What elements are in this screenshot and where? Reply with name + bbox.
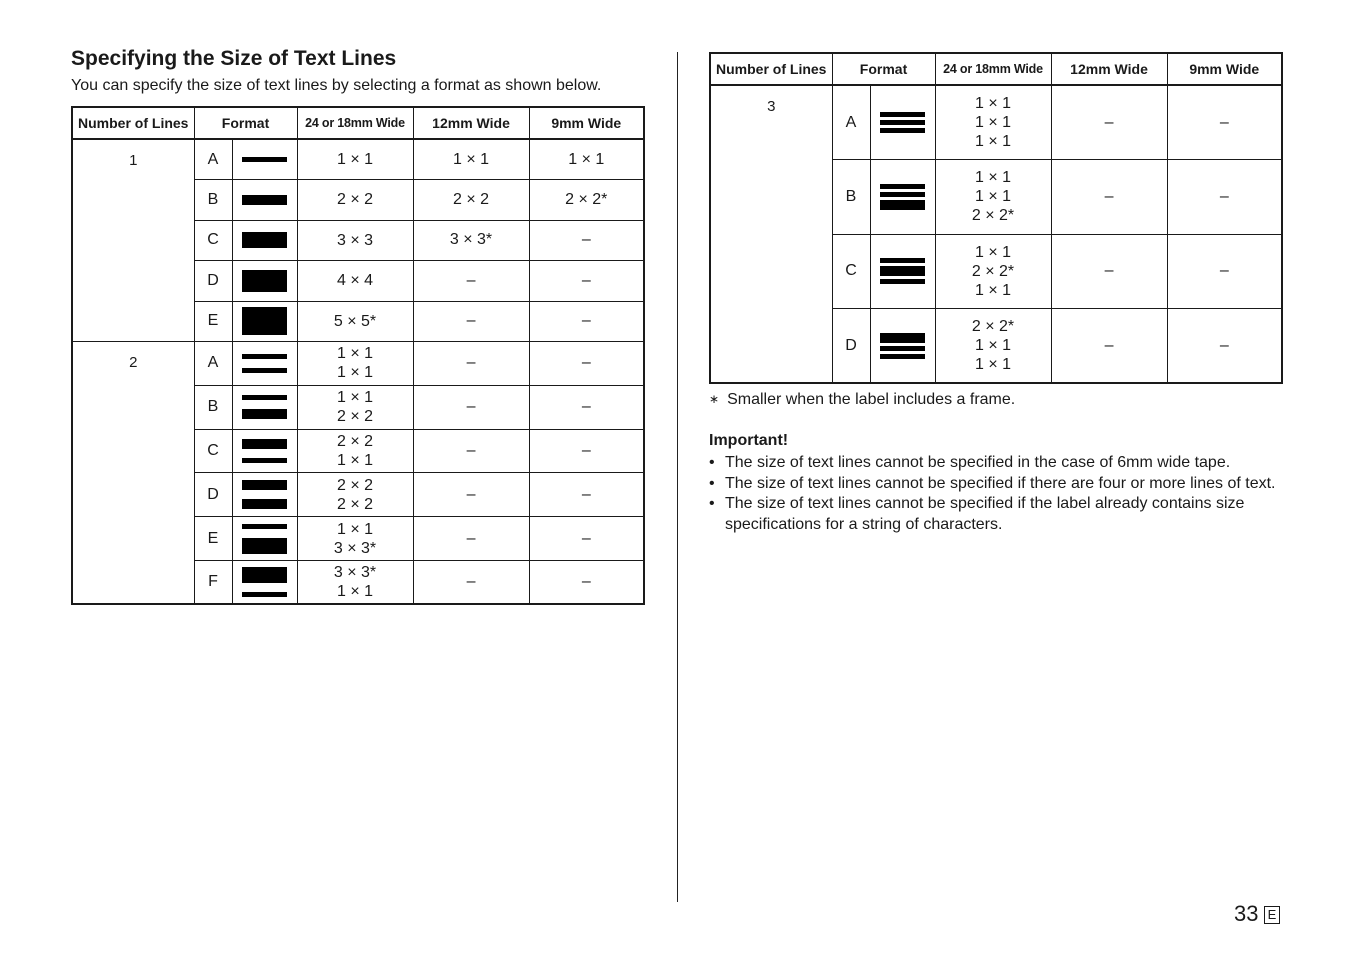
footnote <box>709 391 1015 409</box>
format-sample-bars <box>233 195 297 205</box>
important-item-text: The size of text lines cannot be specified if the label already contains size specifications for a string of characters. <box>725 495 1245 533</box>
size-24-18mm-cell <box>297 139 413 180</box>
header-format: Format <box>832 53 935 85</box>
format-sample-cell <box>232 342 297 386</box>
format-sample-bars <box>233 354 297 373</box>
header-24-18mm-wide: 24 or 18mm Wide <box>935 53 1051 85</box>
size-9mm-cell: – <box>529 301 644 342</box>
format-sample-cell <box>232 139 297 180</box>
format-sample-bar <box>242 195 287 205</box>
format-sample-bar <box>242 567 287 583</box>
format-sample-cell <box>870 309 935 384</box>
format-sample-bar <box>880 266 925 276</box>
format-sample-bar <box>242 458 287 463</box>
size-line: 1 × 1 <box>975 133 1012 150</box>
size-9mm-cell: – <box>1167 234 1282 309</box>
size-9mm-cell: – <box>529 473 644 517</box>
format-sample-bar <box>880 128 925 133</box>
size-12mm-cell: – <box>413 517 529 561</box>
size-24-18mm-cell <box>297 220 413 261</box>
size-9mm-cell: – <box>529 261 644 302</box>
size-line: 1 × 1 <box>975 356 1012 373</box>
format-sample-bar <box>242 157 287 162</box>
header-24-18mm-wide: 24 or 18mm Wide <box>297 107 413 139</box>
page-subtitle: You can specify the size of text lines by selecting a format as shown below. <box>71 77 602 94</box>
format-sample-bar <box>242 368 287 373</box>
header-12mm-wide: 12mm Wide <box>413 107 529 139</box>
format-sample-bar <box>242 409 287 419</box>
format-letter-cell: C <box>194 220 232 261</box>
size-line: 2 × 2 <box>337 432 374 450</box>
format-sample-cell <box>232 429 297 473</box>
format-sample-bar <box>242 395 287 400</box>
important-list <box>709 453 1285 535</box>
format-letter-cell: C <box>832 234 870 309</box>
format-sample-bars <box>233 480 297 509</box>
size-24-18mm-cell <box>935 234 1051 309</box>
page-title: Specifying the Size of Text Lines <box>71 47 397 70</box>
table-header-row <box>710 53 1282 85</box>
table-header-row <box>72 107 644 139</box>
size-line: 2 × 2* <box>971 207 1015 225</box>
format-table-3-lines <box>709 52 1283 384</box>
size-24-18mm-cell <box>935 309 1051 384</box>
number-of-lines-cell: 3 <box>710 85 832 383</box>
size-line: 3 × 3* <box>333 539 377 557</box>
size-24-18mm-cell <box>297 429 413 473</box>
size-24-18mm-cell <box>297 301 413 342</box>
format-sample-cell <box>232 180 297 221</box>
right-format-table-container <box>709 52 1283 384</box>
header-format: Format <box>194 107 297 139</box>
header-12mm-wide: 12mm Wide <box>1051 53 1167 85</box>
size-line: 1 × 1 <box>975 281 1012 299</box>
size-line: 2 × 2 <box>337 408 374 426</box>
size-9mm-cell: – <box>529 429 644 473</box>
format-sample-cell <box>870 234 935 309</box>
size-24-18mm-cell <box>297 342 413 386</box>
format-sample-bars <box>871 184 935 210</box>
size-line: 1 × 1 <box>975 169 1012 187</box>
size-12mm-cell: – <box>1051 309 1167 384</box>
size-12mm-cell: – <box>413 301 529 342</box>
size-9mm-cell: – <box>529 342 644 386</box>
format-table-1-2-lines <box>71 106 645 605</box>
format-sample-bar <box>242 307 287 335</box>
format-sample-bars <box>233 524 297 554</box>
size-12mm-cell: – <box>1051 234 1167 309</box>
size-24-18mm-cell <box>297 517 413 561</box>
size-line: 2 × 2* <box>971 318 1015 335</box>
size-line: 1 × 1 <box>337 345 374 363</box>
format-sample-bars <box>233 395 297 419</box>
format-sample-cell <box>870 160 935 235</box>
important-item: • The size of text lines cannot be specified if there are four or more lines of text. <box>709 474 1276 492</box>
number-of-lines-cell: 2 <box>72 342 194 605</box>
column-divider <box>677 52 678 902</box>
format-sample-bars <box>233 307 297 335</box>
format-sample-bar <box>242 439 287 449</box>
size-line: 1 × 1 <box>337 151 374 168</box>
size-9mm-cell: – <box>529 517 644 561</box>
size-24-18mm-cell <box>297 261 413 302</box>
format-letter-cell: D <box>194 473 232 517</box>
size-9mm-cell: – <box>529 385 644 429</box>
size-line: 1 × 1 <box>337 451 374 469</box>
size-line: 1 × 1 <box>975 188 1012 206</box>
size-24-18mm-cell <box>297 560 413 604</box>
size-24-18mm-cell <box>935 85 1051 160</box>
format-sample-bars <box>233 567 297 597</box>
size-line: 3 × 3* <box>333 564 377 582</box>
size-line: 1 × 1 <box>975 114 1012 131</box>
page-section-letter: E <box>1264 906 1280 924</box>
format-sample-bar <box>242 524 287 529</box>
format-sample-bars <box>871 112 935 133</box>
footnote-text: Smaller when the label includes a frame. <box>727 391 1016 408</box>
size-line: 1 × 1 <box>337 389 374 407</box>
size-9mm-cell: 2 × 2* <box>529 180 644 221</box>
format-sample-bars <box>233 270 297 292</box>
size-24-18mm-cell <box>297 180 413 221</box>
size-12mm-cell: – <box>1051 85 1167 160</box>
format-sample-bar <box>880 200 925 210</box>
size-9mm-cell: – <box>1167 85 1282 160</box>
format-letter-cell: B <box>832 160 870 235</box>
format-sample-cell <box>232 385 297 429</box>
format-sample-bar <box>880 346 925 351</box>
size-9mm-cell: 1 × 1 <box>529 139 644 180</box>
size-line: 1 × 1 <box>975 243 1012 261</box>
format-sample-bar <box>880 184 925 189</box>
format-sample-cell <box>870 85 935 160</box>
left-format-table-container <box>71 106 645 605</box>
format-sample-bar <box>880 279 925 284</box>
size-12mm-cell: – <box>1051 160 1167 235</box>
format-letter-cell: C <box>194 429 232 473</box>
table-row <box>710 85 1282 160</box>
format-letter-cell: D <box>832 309 870 384</box>
table-row <box>72 139 644 180</box>
format-sample-bars <box>233 232 297 248</box>
important-item-text: The size of text lines cannot be specified if there are four or more lines of text. <box>725 474 1276 492</box>
format-letter-cell: E <box>194 517 232 561</box>
size-12mm-cell: 3 × 3* <box>413 220 529 261</box>
size-24-18mm-cell <box>297 473 413 517</box>
size-line: 1 × 1 <box>337 583 374 601</box>
header-number-of-lines: Number of Lines <box>710 53 832 85</box>
format-letter-cell: B <box>194 385 232 429</box>
format-sample-bars <box>233 439 297 463</box>
format-sample-cell <box>232 261 297 302</box>
size-12mm-cell: – <box>413 342 529 386</box>
format-letter-cell: A <box>194 139 232 180</box>
size-line: 1 × 1 <box>337 520 374 538</box>
size-line: 1 × 1 <box>975 95 1012 112</box>
header-9mm-wide: 9mm Wide <box>529 107 644 139</box>
format-sample-bar <box>242 270 287 292</box>
size-line: 4 × 4 <box>337 272 374 290</box>
format-sample-bar <box>880 192 925 197</box>
size-line: 1 × 1 <box>975 337 1012 354</box>
format-sample-bar <box>242 592 287 597</box>
header-number-of-lines: Number of Lines <box>72 107 194 139</box>
size-9mm-cell: – <box>529 220 644 261</box>
format-letter-cell: E <box>194 301 232 342</box>
format-sample-cell <box>232 560 297 604</box>
size-line: 2 × 2 <box>337 476 374 494</box>
size-12mm-cell: 1 × 1 <box>413 139 529 180</box>
format-sample-bar <box>880 258 925 263</box>
format-sample-cell <box>232 301 297 342</box>
size-12mm-cell: – <box>413 473 529 517</box>
format-sample-bars <box>233 157 297 162</box>
format-sample-bar <box>242 354 287 359</box>
important-item: • The size of text lines cannot be specified if the label already contains size specifications for a string of characters. <box>709 495 1245 533</box>
size-12mm-cell: – <box>413 261 529 302</box>
format-sample-bar <box>242 232 287 248</box>
table-row <box>72 342 644 386</box>
format-sample-bars <box>871 258 935 284</box>
size-line: 2 × 2* <box>971 262 1015 280</box>
size-9mm-cell: – <box>1167 160 1282 235</box>
size-line: 2 × 2 <box>337 191 374 209</box>
format-letter-cell: A <box>832 85 870 160</box>
format-letter-cell: B <box>194 180 232 221</box>
size-24-18mm-cell <box>297 385 413 429</box>
format-sample-bar <box>880 354 925 359</box>
format-sample-bar <box>242 499 287 509</box>
size-12mm-cell: – <box>413 385 529 429</box>
format-sample-bar <box>880 120 925 125</box>
format-sample-bar <box>242 538 287 554</box>
format-sample-bar <box>880 333 925 343</box>
page-number: 33 <box>1234 901 1259 926</box>
footnote-marker: ∗ <box>709 392 720 406</box>
size-12mm-cell: – <box>413 560 529 604</box>
format-letter-cell: D <box>194 261 232 302</box>
size-line: 1 × 1 <box>337 364 374 382</box>
important-item-text: The size of text lines cannot be specified in the case of 6mm wide tape. <box>725 454 1231 471</box>
format-letter-cell: A <box>194 342 232 386</box>
format-sample-cell <box>232 517 297 561</box>
format-sample-cell <box>232 220 297 261</box>
size-9mm-cell: – <box>529 560 644 604</box>
size-9mm-cell: – <box>1167 309 1282 384</box>
size-24-18mm-cell <box>935 160 1051 235</box>
format-sample-cell <box>232 473 297 517</box>
important-heading: Important! <box>709 432 789 449</box>
format-sample-bar <box>242 480 287 490</box>
size-line: 3 × 3 <box>337 231 374 249</box>
format-letter-cell: F <box>194 560 232 604</box>
size-line: 2 × 2 <box>337 495 374 513</box>
number-of-lines-cell: 1 <box>72 139 194 342</box>
size-12mm-cell: – <box>413 429 529 473</box>
header-9mm-wide: 9mm Wide <box>1167 53 1282 85</box>
size-line: 5 × 5* <box>333 312 377 330</box>
format-sample-bar <box>880 112 925 117</box>
format-sample-bars <box>871 333 935 359</box>
size-12mm-cell: 2 × 2 <box>413 180 529 221</box>
important-item: • The size of text lines cannot be specified in the case of 6mm wide tape. <box>709 454 1231 471</box>
